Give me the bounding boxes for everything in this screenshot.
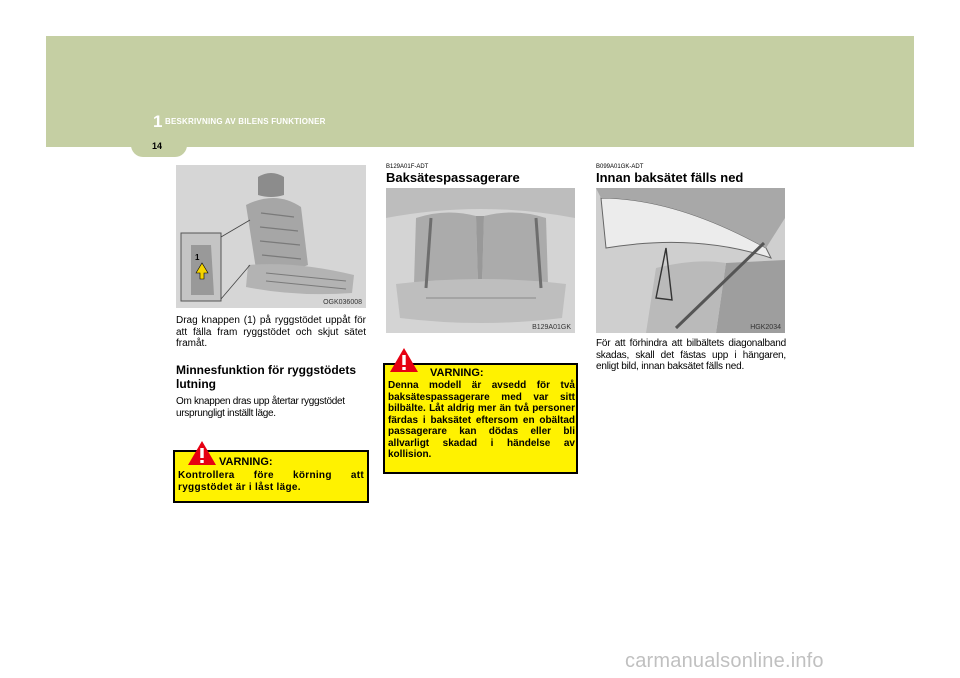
- belt-body-text: För att förhindra att bilbältets diagonalband skadas, skall det fästas upp i hängaren, enligt bild, innan baksätet fälls ned.: [596, 338, 786, 372]
- watermark: carmanualsonline.info: [625, 650, 824, 672]
- rear-seat-illustration-icon: [386, 188, 575, 333]
- chapter-title: BESKRIVNING AV BILENS FUNKTIONER: [165, 117, 326, 126]
- figure-code-right: HGK2034: [750, 324, 781, 331]
- section-title-middle: Baksätespassagerare: [386, 170, 520, 185]
- seat-figure: [176, 165, 366, 308]
- header-band: [46, 36, 914, 147]
- warning-box-left: [173, 450, 369, 503]
- callout-label: 1: [195, 253, 200, 262]
- subheading: Minnesfunktion för ryggstödets lutning: [176, 363, 356, 391]
- page-number: 14: [152, 141, 163, 151]
- seat-illustration-icon: [176, 165, 366, 308]
- warning-box-middle: [383, 363, 578, 474]
- section-title-right: Innan baksätet fälls ned: [596, 170, 744, 185]
- warning-triangle-icon: [389, 347, 419, 373]
- figure-code: OGK036008: [323, 299, 362, 306]
- warning-title-middle: VARNING:: [430, 367, 484, 379]
- belt-hanger-illustration-icon: [596, 188, 785, 333]
- warning-title: VARNING:: [219, 456, 273, 468]
- subheading-text: Om knappen dras upp återtar ryggstödet ursprungligt inställt läge.: [176, 396, 345, 419]
- seat-body-text: Drag knappen (1) på ryggstödet uppåt för att fälla fram ryggstödet och skjut sätet framåt.: [176, 315, 366, 349]
- figure-code-middle: B129A01GK: [532, 324, 571, 331]
- warning-triangle-icon: [187, 440, 217, 466]
- belt-hanger-figure: [596, 188, 785, 333]
- warning-text: Kontrollera före körning att ryggstödet är i låst läge.: [178, 470, 364, 493]
- section-code-right: B099A01GK-ADT: [596, 164, 644, 170]
- warning-text-middle: Denna modell är avsedd för två baksätespassagerare med var sitt bilbälte. Låt aldrig mer än två personer färdas i baksätet eftersom en obältad passagerare kan dödas eller bli allvarligt skadad i händelse av kollision.: [388, 380, 575, 460]
- section-code-middle: B129A01F-ADT: [386, 164, 429, 170]
- chapter-number: 1: [153, 112, 163, 131]
- rear-seat-figure: [386, 188, 575, 333]
